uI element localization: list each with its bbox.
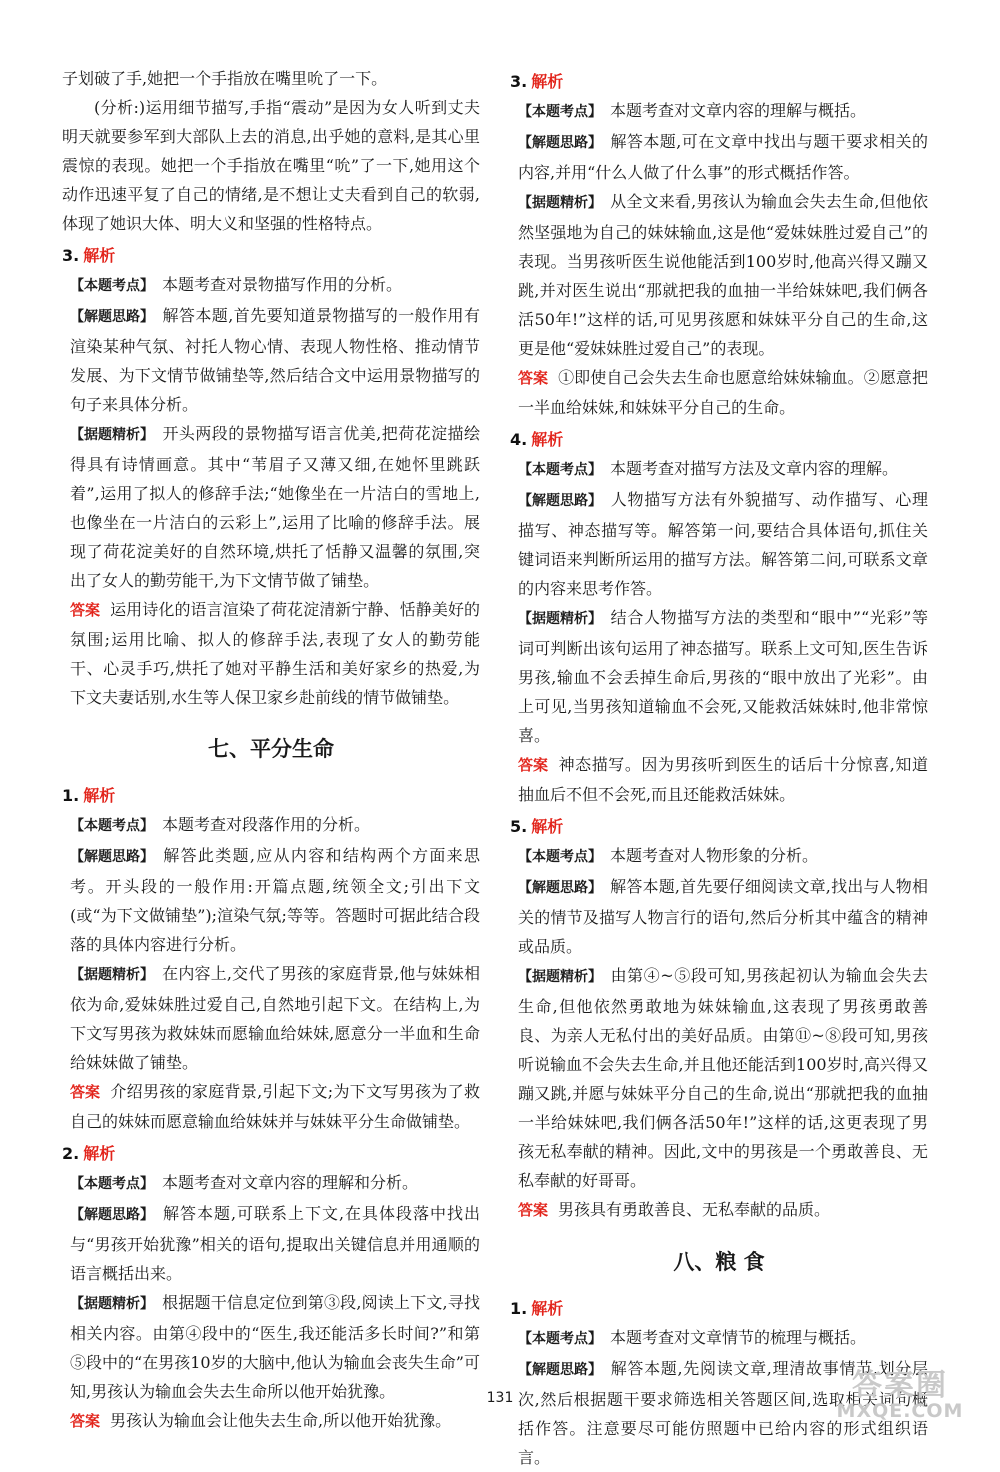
s7q2-jingxi: 【据题精析】 根据题干信息定位到第③段,阅读上下文,寻找相关内容。由第④段中的“医生,我还能活多长时间?”和第⑤段中的“在男孩10岁的大脑中,他认为输血会丧失生命”可知,男孩认为输血会失去生命所以他开始犹豫。	[70, 1293, 480, 1401]
s7q4-kaodian: 【本题考点】 本题考查对描写方法及文章内容的理解。	[518, 459, 899, 478]
s7q5-kaodian: 【本题考点】 本题考查对人物形象的分析。	[518, 846, 819, 865]
watermark-url: MXQE.COM	[836, 1400, 964, 1422]
s7q1-silu: 【解题思路】 解答此类题,应从内容和结构两个方面来思考。开头段的一般作用:开篇点题,统领全文;引出下文(或“为下文做铺垫”);渲染气氛;等等。答题时可据此结合段落的具体内容进行分析。	[70, 846, 480, 954]
section-8-title: 八、粮 食	[673, 1249, 765, 1274]
left-column	[62, 64, 480, 1436]
s7q5-silu: 【解题思路】 解答本题,首先要仔细阅读文章,找出与人物相关的情节及描写人物言行的语句,然后分析其中蕴含的精神或品质。	[518, 877, 928, 956]
s7-question-4-heading: 4. 解析	[510, 430, 564, 449]
s7q3-silu: 【解题思路】 解答本题,可在文章中找出与题干要求相关的内容,并用“什么人做了什么事”的形式概括作答。	[518, 132, 928, 182]
right-column	[510, 64, 928, 1472]
s7q3-answer: 答案 ①即使自己会失去生命也愿意给妹妹输血。②愿意把一半血给妹妹,和妹妹平分自己的生命。	[518, 368, 928, 417]
q3-silu: 【解题思路】 解答本题,首先要知道景物描写的一般作用有渲染某种气氛、衬托人物心情、表现人物性格、推动情节发展、为下文情节做铺垫等,然后结合文中运用景物描写的句子来具体分析。	[70, 306, 480, 414]
s7q2-silu: 【解题思路】 解答本题,可联系上下文,在具体段落中找出与“男孩开始犹豫”相关的语句,提取出关键信息并用通顺的语言概括出来。	[70, 1204, 480, 1283]
s7q4-answer: 答案 神态描写。因为男孩听到医生的话后十分惊喜,知道抽血后不但不会死,而且还能救活妹妹。	[518, 755, 928, 804]
analysis-paragraph: (分析:)运用细节描写,手指“震动”是因为女人听到丈夫明天就要参军到大部队上去的消息,出乎她的意料,是其心里震惊的表现。她把一个手指放在嘴里“吮”了一下,她用这个动作迅速平复了自己的情绪,是不想让丈夫看到自己的软弱,体现了她识大体、明大义和坚强的性格特点。	[62, 98, 480, 233]
s7-question-5-heading: 5. 解析	[510, 817, 564, 836]
s8-question-1-heading: 1. 解析	[510, 1299, 564, 1318]
s7q3-jingxi: 【据题精析】 从全文来看,男孩认为输血会失去生命,但他依然坚强地为自己的妹妹输血,这是他“爱妹妹胜过爱自己”的表现。当男孩听医生说他能活到100岁时,他高兴得又蹦又跳,并对医生说出“那就把我的血抽一半给妹妹吧,我们俩各活50年!”这样的话,可见男孩愿和妹妹平分自己的生命,这更是他“爱妹妹胜过爱自己”的表现。	[518, 192, 928, 358]
s7-question-1-heading: 1. 解析	[62, 786, 116, 805]
s8q1-silu: 【解题思路】 解答本题,先阅读文章,理清故事情节,划分层次,然后根据题干要求筛选相关答题区间,选取相关词句概括作答。注意要尽可能仿照题中已给内容的形式组织语言。	[518, 1359, 928, 1467]
intro-paragraph: 子划破了手,她把一个手指放在嘴里吮了一下。	[62, 69, 388, 88]
s7q2-answer: 答案 男孩认为输血会让他失去生命,所以他开始犹豫。	[70, 1411, 452, 1430]
watermark-logo	[818, 1360, 982, 1426]
section-7-title: 七、平分生命	[208, 736, 334, 761]
q3-jingxi: 【据题精析】 开头两段的景物描写语言优美,把荷花淀描绘得具有诗情画意。其中“苇眉子又薄又细,在她怀里跳跃着”,运用了拟人的修辞手法;“她像坐在一片洁白的雪地上,也像坐在一片洁白的云彩上”,运用了比喻的修辞手法。展现了荷花淀美好的自然环境,烘托了恬静又温馨的氛围,突出了女人的勤劳能干,为下文情节做了铺垫。	[70, 424, 480, 590]
s7q2-kaodian: 【本题考点】 本题考查对文章内容的理解和分析。	[70, 1173, 419, 1192]
s7q3-kaodian: 【本题考点】 本题考查对文章内容的理解与概括。	[518, 101, 867, 120]
s8q1-kaodian: 【本题考点】 本题考查对文章情节的梳理与概括。	[518, 1328, 867, 1347]
s7q4-silu: 【解题思路】 人物描写方法有外貌描写、动作描写、心理描写、神态描写等。解答第一问,要结合具体语句,抓住关键词语来判断所运用的描写方法。解答第二问,可联系文章的内容来思考作答。	[518, 490, 928, 598]
s7-question-2-heading: 2. 解析	[62, 1144, 116, 1163]
s7q1-kaodian: 【本题考点】 本题考查对段落作用的分析。	[70, 815, 371, 834]
s7q4-jingxi: 【据题精析】 结合人物描写方法的类型和“眼中”“光彩”等词可判断出该句运用了神态描写。联系上文可知,医生告诉男孩,输血不会丢掉生命后,男孩的“眼中放出了光彩”。由上可见,当男孩知道输血不会死,又能救活妹妹时,他非常惊喜。	[518, 608, 928, 745]
s7-question-3-heading: 3. 解析	[510, 72, 564, 91]
s7q1-answer: 答案 介绍男孩的家庭背景,引起下文;为下文写男孩为了救自己的妹妹而愿意输血给妹妹并与妹妹平分生命做铺垫。	[70, 1082, 480, 1131]
s7q5-answer: 答案 男孩具有勇敢善良、无私奉献的品质。	[518, 1200, 831, 1219]
watermark-text: 答案圈	[852, 1368, 948, 1403]
question-3-heading: 3. 解析	[62, 246, 116, 265]
s7q1-jingxi: 【据题精析】 在内容上,交代了男孩的家庭背景,他与妹妹相依为命,爱妹妹胜过爱自己,自然地引起下文。在结构上,为下文写男孩为救妹妹而愿输血给妹妹,愿意分一半血和生命给妹妹做了铺垫。	[70, 964, 480, 1072]
s7q5-jingxi: 【据题精析】 由第④~⑤段可知,男孩起初认为输血会失去生命,但他依然勇敢地为妹妹输血,这表现了男孩勇敢善良、为亲人无私付出的美好品质。由第⑪~⑧段可知,男孩听说输血不会失去生命,并且他还能活到100岁时,高兴得又蹦又跳,并愿与妹妹平分自己的生命,说出“那就把我的血抽一半给妹妹吧,我们俩各活50年!”这样的话,这更表现了男孩无私奉献的精神。因此,文中的男孩是一个勇敢善良、无私奉献的好哥哥。	[518, 966, 928, 1190]
q3-answer: 答案 运用诗化的语言渲染了荷花淀清新宁静、恬静美好的氛围;运用比喻、拟人的修辞手法,表现了女人的勤劳能干、心灵手巧,烘托了她对平静生活和美好家乡的热爱,为下文夫妻话别,水生等人保卫家乡赴前线的情节做铺垫。	[70, 600, 480, 707]
q3-kaodian: 【本题考点】 本题考查对景物描写作用的分析。	[70, 275, 403, 294]
page-number: 131	[486, 1390, 514, 1406]
